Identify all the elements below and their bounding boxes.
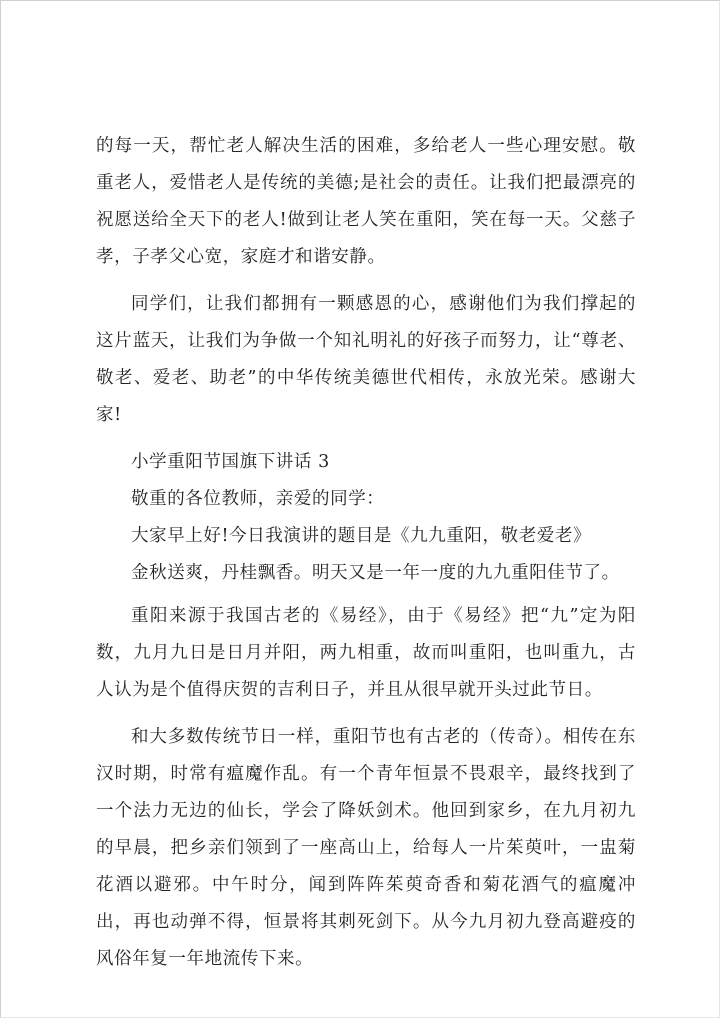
autumn-line: 金秋送爽，丹桂飘香。明天又是一年一度的九九重阳佳节了。 [131, 563, 620, 583]
paragraph-legend: 和大多数传统节日一样，重阳节也有古老的（传奇）。相传在东汉时期，时常有瘟魔作乱。有一个青年恒景不畏艰辛，最终找到了一个法力无边的仙长，学会了降妖剑术。他回到家乡，在九月初九的早晨，把乡亲们领到了一座高山上，给每人一片茱萸叶，一盅菊花酒以避邪。中午时分，闻到阵阵茱萸奇香和菊花酒气的瘟魔冲出，再也动弹不得，恒景将其刺死剑下。从今九月初九登高避疫的风俗年复一年地流传下来。 [96, 727, 636, 969]
speech-title: 小学重阳节国旗下讲话 3 [131, 452, 330, 472]
paragraph-continuation: 的每一天，帮忙老人解决生活的困难，多给老人一些心理安慰。敬重老人，爱惜老人是传统的美德;是社会的责任。让我们把最漂亮的祝愿送给全天下的老人!做到让老人笑在重阳，笑在每一天。父慈子孝，子孝父心宽，家庭才和谐安静。 [96, 136, 636, 267]
salutation: 敬重的各位教师，亲爱的同学： [131, 489, 385, 509]
paragraph-gratitude: 同学们，让我们都拥有一颗感恩的心，感谢他们为我们撑起的这片蓝天，让我们为争做一个知礼明礼的好孩子而努力，让“尊老、敬老、爱老、助老”的中华传统美德世代相传，永放光荣。感谢大家! [96, 294, 636, 425]
greeting-line: 大家早上好!今日我演讲的题目是《九九重阳，敬老爱老》 [131, 526, 592, 546]
document-body [96, 128, 636, 988]
paragraph-origin: 重阳来源于我国古老的《易经》，由于《易经》把“九”定为阳数，九月九日是日月并阳，两九相重，故而叫重阳，也叫重九，古人认为是个值得庆贺的吉利日子，并且从很早就开头过此节日。 [96, 606, 636, 700]
